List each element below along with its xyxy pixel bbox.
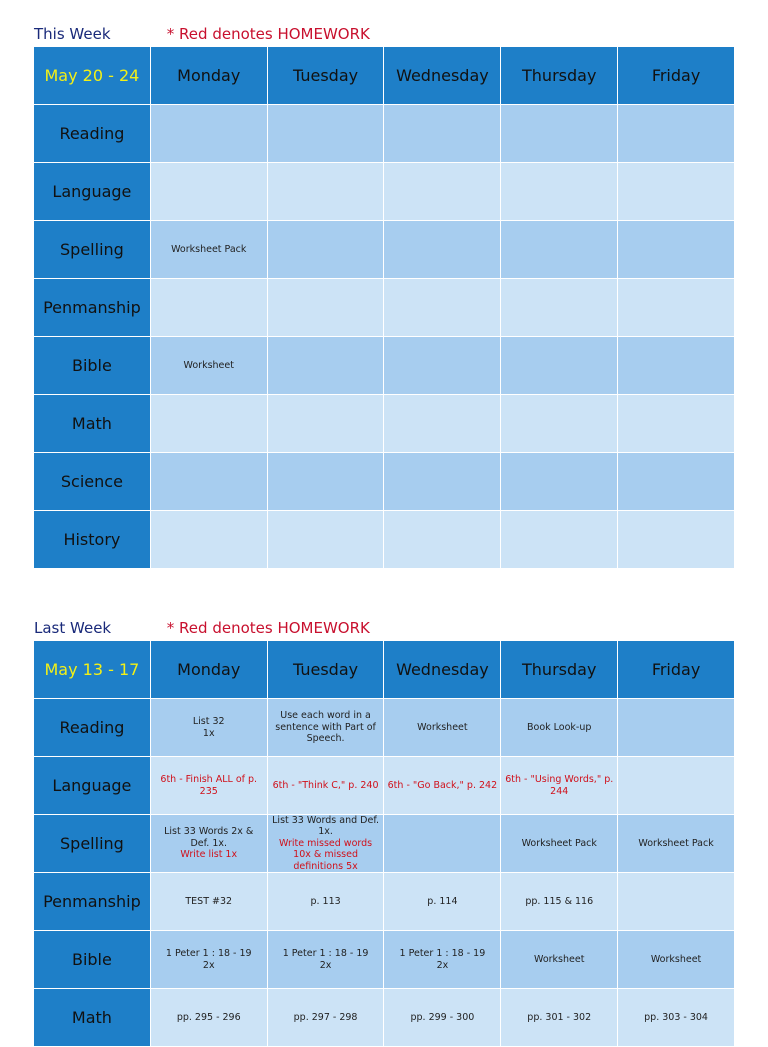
assignment-cell bbox=[267, 337, 384, 395]
homework-text: 6th - "Think C," p. 240 bbox=[272, 779, 379, 791]
assignment-cell bbox=[150, 815, 267, 873]
assignment-cell bbox=[501, 105, 618, 163]
assignment-cell bbox=[618, 105, 735, 163]
table-row bbox=[34, 699, 735, 757]
day-header: Monday bbox=[150, 641, 267, 699]
assignment-text: p. 114 bbox=[427, 895, 458, 907]
assignment-cell bbox=[150, 453, 267, 511]
homework-note: * Red denotes HOMEWORK bbox=[166, 619, 370, 637]
assignment-cell bbox=[501, 757, 618, 815]
assignment-text: TEST #32 bbox=[185, 895, 233, 907]
assignment-text: List 33 Words 2x & Def. 1x. bbox=[164, 826, 254, 849]
assignment-text: pp. 299 - 300 bbox=[410, 1011, 475, 1023]
assignment-text: 2x bbox=[202, 959, 215, 971]
assignment-cell bbox=[618, 511, 735, 569]
day-header: Friday bbox=[618, 47, 735, 105]
assignment-cell bbox=[267, 699, 384, 757]
this-week-table bbox=[33, 46, 735, 569]
assignment-text: 1x bbox=[202, 727, 215, 739]
day-header: Tuesday bbox=[267, 641, 384, 699]
assignment-cell bbox=[501, 699, 618, 757]
assignment-text: 1 Peter 1 : 18 - 19 bbox=[282, 948, 369, 960]
assignment-cell bbox=[150, 873, 267, 931]
assignment-text: Worksheet bbox=[183, 359, 234, 371]
assignment-text: Worksheet bbox=[534, 953, 585, 965]
assignment-cell bbox=[501, 279, 618, 337]
this-week-heading bbox=[34, 25, 370, 43]
subject-label: Math bbox=[34, 395, 151, 453]
subject-label: History bbox=[34, 511, 151, 569]
assignment-text: Book Look-up bbox=[527, 721, 592, 733]
day-header: Thursday bbox=[501, 47, 618, 105]
homework-text: 6th - "Using Words," p. 244 bbox=[505, 774, 614, 797]
last-week-table bbox=[33, 640, 735, 1047]
day-header: Wednesday bbox=[384, 641, 501, 699]
table-row bbox=[34, 511, 735, 569]
subject-label: Spelling bbox=[34, 815, 151, 873]
assignment-text: 1 Peter 1 : 18 - 19 bbox=[399, 948, 486, 960]
table-row bbox=[34, 931, 735, 989]
assignment-cell bbox=[384, 989, 501, 1047]
assignment-cell bbox=[501, 337, 618, 395]
assignment-cell bbox=[618, 873, 735, 931]
assignment-cell bbox=[150, 757, 267, 815]
homework-text: Write list 1x bbox=[180, 849, 238, 861]
subject-label: Penmanship bbox=[34, 279, 151, 337]
assignment-cell bbox=[384, 337, 501, 395]
this-week-body bbox=[34, 105, 735, 569]
assignment-text: 2x bbox=[319, 959, 332, 971]
table-row bbox=[34, 105, 735, 163]
assignment-text: 2x bbox=[436, 959, 449, 971]
last-week-label: Last Week bbox=[34, 619, 112, 637]
assignment-cell bbox=[501, 163, 618, 221]
table-row bbox=[34, 221, 735, 279]
assignment-cell bbox=[501, 453, 618, 511]
assignment-cell bbox=[267, 453, 384, 511]
assignment-cell bbox=[501, 221, 618, 279]
assignment-cell bbox=[384, 931, 501, 989]
assignment-cell bbox=[618, 931, 735, 989]
assignment-cell bbox=[150, 989, 267, 1047]
subject-label: Penmanship bbox=[34, 873, 151, 931]
assignment-text: Worksheet Pack bbox=[171, 243, 247, 255]
assignment-cell bbox=[384, 873, 501, 931]
assignment-text: pp. 115 & 116 bbox=[525, 895, 594, 907]
assignment-cell bbox=[501, 931, 618, 989]
assignment-cell bbox=[150, 105, 267, 163]
assignment-cell bbox=[384, 395, 501, 453]
assignment-cell bbox=[267, 511, 384, 569]
assignment-text: List 32 bbox=[192, 716, 225, 728]
assignment-cell bbox=[267, 873, 384, 931]
subject-label: Math bbox=[34, 989, 151, 1047]
assignment-cell bbox=[384, 453, 501, 511]
assignment-cell bbox=[618, 163, 735, 221]
assignment-cell bbox=[267, 105, 384, 163]
assignment-cell bbox=[501, 815, 618, 873]
subject-label: Reading bbox=[34, 699, 151, 757]
week-range: May 20 - 24 bbox=[34, 47, 151, 105]
subject-label: Bible bbox=[34, 931, 151, 989]
assignment-text: Use each word in a sentence with Part of Speech. bbox=[275, 710, 376, 745]
assignment-cell bbox=[384, 221, 501, 279]
assignment-cell bbox=[501, 989, 618, 1047]
assignment-cell bbox=[267, 757, 384, 815]
last-week-heading bbox=[34, 619, 370, 637]
assignment-cell bbox=[150, 931, 267, 989]
subject-label: Bible bbox=[34, 337, 151, 395]
assignment-text: p. 113 bbox=[310, 895, 341, 907]
assignment-cell bbox=[267, 221, 384, 279]
subject-label: Language bbox=[34, 163, 151, 221]
assignment-cell bbox=[150, 279, 267, 337]
assignment-cell bbox=[150, 511, 267, 569]
assignment-cell bbox=[384, 757, 501, 815]
assignment-cell bbox=[384, 279, 501, 337]
homework-text: 6th - Finish ALL of p. 235 bbox=[160, 774, 258, 797]
homework-text: 6th - "Go Back," p. 242 bbox=[387, 779, 498, 791]
last-week-body bbox=[34, 699, 735, 1047]
homework-note: * Red denotes HOMEWORK bbox=[166, 25, 370, 43]
assignment-cell bbox=[618, 453, 735, 511]
assignment-cell bbox=[501, 511, 618, 569]
subject-label: Science bbox=[34, 453, 151, 511]
assignment-cell bbox=[618, 815, 735, 873]
day-header: Thursday bbox=[501, 641, 618, 699]
assignment-cell bbox=[501, 873, 618, 931]
assignment-text: pp. 301 - 302 bbox=[527, 1011, 592, 1023]
assignment-text: 1 Peter 1 : 18 - 19 bbox=[165, 948, 252, 960]
assignment-cell bbox=[267, 931, 384, 989]
assignment-cell bbox=[618, 337, 735, 395]
assignment-cell bbox=[618, 395, 735, 453]
assignment-cell bbox=[618, 279, 735, 337]
week-range: May 13 - 17 bbox=[34, 641, 151, 699]
assignment-cell bbox=[384, 105, 501, 163]
assignment-cell bbox=[267, 815, 384, 873]
table-row bbox=[34, 279, 735, 337]
assignment-cell bbox=[150, 163, 267, 221]
assignment-cell bbox=[267, 279, 384, 337]
assignment-cell bbox=[267, 989, 384, 1047]
table-row bbox=[34, 873, 735, 931]
assignment-cell bbox=[501, 395, 618, 453]
day-header: Monday bbox=[150, 47, 267, 105]
assignment-text: Worksheet Pack bbox=[638, 837, 714, 849]
assignment-text: pp. 295 - 296 bbox=[176, 1011, 241, 1023]
header-row bbox=[34, 641, 735, 699]
day-header: Friday bbox=[618, 641, 735, 699]
table-row bbox=[34, 757, 735, 815]
day-header: Tuesday bbox=[267, 47, 384, 105]
day-header: Wednesday bbox=[384, 47, 501, 105]
subject-label: Spelling bbox=[34, 221, 151, 279]
assignment-cell bbox=[618, 989, 735, 1047]
subject-label: Language bbox=[34, 757, 151, 815]
table-row bbox=[34, 989, 735, 1047]
assignment-text: List 33 Words and Def. 1x. bbox=[272, 815, 379, 838]
table-row bbox=[34, 815, 735, 873]
assignment-cell bbox=[150, 699, 267, 757]
assignment-cell bbox=[150, 395, 267, 453]
assignment-cell bbox=[618, 757, 735, 815]
assignment-cell bbox=[384, 815, 501, 873]
table-row bbox=[34, 395, 735, 453]
table-row bbox=[34, 337, 735, 395]
assignment-text: pp. 303 - 304 bbox=[644, 1011, 708, 1023]
header-row bbox=[34, 47, 735, 105]
assignment-cell bbox=[384, 699, 501, 757]
assignment-cell bbox=[384, 163, 501, 221]
assignment-cell bbox=[267, 395, 384, 453]
assignment-cell bbox=[267, 163, 384, 221]
assignment-text: pp. 297 - 298 bbox=[293, 1011, 358, 1023]
assignment-cell bbox=[618, 221, 735, 279]
subject-label: Reading bbox=[34, 105, 151, 163]
assignment-cell bbox=[150, 221, 267, 279]
this-week-label: This Week bbox=[34, 25, 111, 43]
homework-text: Write missed words 10x & missed definitions 5x bbox=[279, 837, 373, 872]
assignment-cell bbox=[618, 699, 735, 757]
assignment-text: Worksheet bbox=[650, 953, 702, 965]
table-row bbox=[34, 453, 735, 511]
assignment-cell bbox=[150, 337, 267, 395]
assignment-text: Worksheet Pack bbox=[521, 837, 597, 849]
table-row bbox=[34, 163, 735, 221]
assignment-cell bbox=[384, 511, 501, 569]
assignment-text: Worksheet bbox=[417, 721, 468, 733]
